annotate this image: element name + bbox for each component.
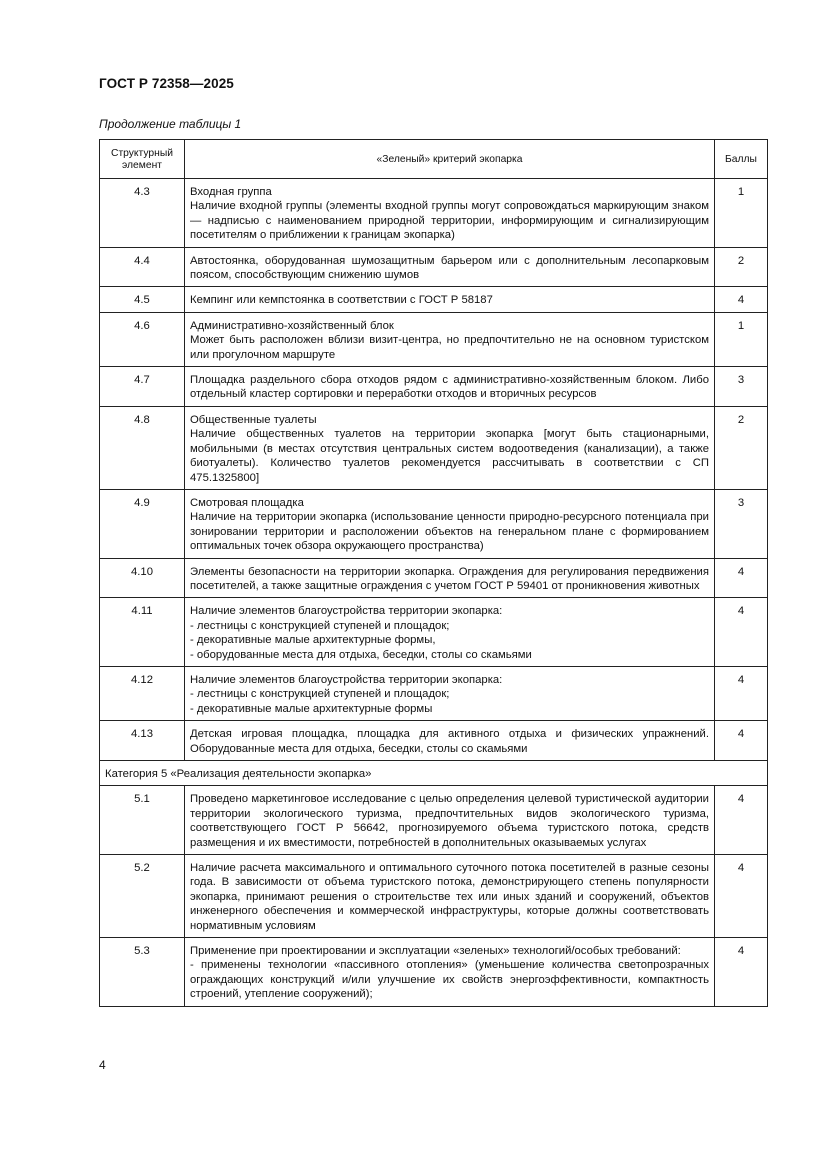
structural-element-number: 4.8 bbox=[100, 406, 185, 489]
structural-element-number: 4.6 bbox=[100, 312, 185, 366]
structural-element-number: 5.3 bbox=[100, 938, 185, 1007]
structural-element-number: 4.3 bbox=[100, 179, 185, 248]
structural-element-number: 5.2 bbox=[100, 855, 185, 938]
points-value: 4 bbox=[715, 721, 768, 761]
criterion-line: Смотровая площадка bbox=[190, 496, 304, 509]
criterion-text bbox=[185, 247, 715, 287]
criterion-text bbox=[185, 489, 715, 558]
criterion-line: Наличие расчета максимального и оптимального суточного потока посетителей в разные сезоны года. В зависимости от объема туристского потока, демонстрирующего степень популярности экопарка, принимают решения о строительстве тех или иных зданий и сооружений, объектов инженерного обеспечения и коммерческой инфраструктуры, которые должны соответствовать нормативным условиям bbox=[190, 862, 709, 932]
criterion-text bbox=[185, 367, 715, 407]
table-row bbox=[100, 247, 768, 287]
criterion-line: Детская игровая площадка, площадка для активного отдыха и физических упражнений. Оборудованные места для отдыха, беседки, столы со скамьями bbox=[190, 728, 709, 755]
table-row bbox=[100, 938, 768, 1007]
points-value: 3 bbox=[715, 489, 768, 558]
structural-element-number: 4.13 bbox=[100, 721, 185, 761]
category-5-title: Категория 5 «Реализация деятельности экопарка» bbox=[100, 761, 768, 786]
table-row bbox=[100, 666, 768, 720]
table-row bbox=[100, 855, 768, 938]
structural-element-number: 5.1 bbox=[100, 786, 185, 855]
points-value: 4 bbox=[715, 855, 768, 938]
criterion-line: - применены технологии «пассивного отопления» (уменьшение количества светопрозрачных ограждающих конструкций и/или улучшение их свойств энергоэффективности, компактность строений, утепление сооружений); bbox=[190, 959, 709, 1001]
structural-element-number: 4.11 bbox=[100, 598, 185, 667]
table-row bbox=[100, 287, 768, 312]
criterion-line: Наличие элементов благоустройства территории экопарка: bbox=[190, 673, 503, 686]
structural-element-number: 4.10 bbox=[100, 558, 185, 598]
criterion-line: Наличие общественных туалетов на территории экопарка [могут быть стационарными, мобильными (в местах отсутствия центральных систем водоотведения (канализации), а также биотуалеты). Количество туалетов рекомендуется рассчитывать в соответствии с СП 475.1325800] bbox=[190, 428, 709, 484]
table-row bbox=[100, 406, 768, 489]
structural-element-number: 4.12 bbox=[100, 666, 185, 720]
table-row bbox=[100, 312, 768, 366]
header-points: Баллы bbox=[715, 140, 768, 179]
criterion-line: Входная группа bbox=[190, 186, 272, 198]
criterion-line: - лестницы с конструкцией ступеней и площадок; bbox=[190, 688, 450, 701]
table-row bbox=[100, 179, 768, 248]
points-value: 4 bbox=[715, 598, 768, 667]
table-header-row bbox=[100, 140, 768, 179]
structural-element-number: 4.5 bbox=[100, 287, 185, 312]
points-value: 1 bbox=[715, 312, 768, 366]
points-value: 2 bbox=[715, 406, 768, 489]
points-value: 4 bbox=[715, 786, 768, 855]
points-value: 1 bbox=[715, 179, 768, 248]
criterion-text bbox=[185, 312, 715, 366]
criterion-text bbox=[185, 558, 715, 598]
structural-element-number: 4.4 bbox=[100, 247, 185, 287]
table-row bbox=[100, 489, 768, 558]
points-value: 2 bbox=[715, 247, 768, 287]
criterion-line: Площадка раздельного сбора отходов рядом с административно-хозяйственным блоком. Либо отдельный кластер сортировки и переработки отходов и вторичных ресурсов bbox=[190, 374, 709, 401]
points-value: 4 bbox=[715, 558, 768, 598]
criterion-text bbox=[185, 938, 715, 1007]
criterion-line: Административно-хозяйственный блок bbox=[190, 319, 394, 332]
points-value: 3 bbox=[715, 367, 768, 407]
header-structural-element: Структурный элемент bbox=[100, 140, 185, 179]
points-value: 4 bbox=[715, 287, 768, 312]
criterion-text bbox=[185, 179, 715, 248]
table-row bbox=[100, 558, 768, 598]
table-caption: Продолжение таблицы 1 bbox=[99, 117, 242, 131]
table-body-category-4 bbox=[100, 179, 768, 761]
criterion-line: - лестницы с конструкцией ступеней и площадок; bbox=[190, 619, 450, 632]
criteria-table bbox=[99, 139, 768, 1007]
structural-element-number: 4.9 bbox=[100, 489, 185, 558]
criterion-line: Кемпинг или кемпстоянка в соответствии с ГОСТ Р 58187 bbox=[190, 294, 493, 307]
criterion-line: Общественные туалеты bbox=[190, 413, 317, 426]
header-criterion: «Зеленый» критерий экопарка bbox=[185, 140, 715, 179]
criterion-text bbox=[185, 598, 715, 667]
table-body-category-5 bbox=[100, 786, 768, 1006]
document-code: ГОСТ Р 72358—2025 bbox=[99, 76, 234, 91]
points-value: 4 bbox=[715, 938, 768, 1007]
criterion-text bbox=[185, 786, 715, 855]
table-row bbox=[100, 598, 768, 667]
criterion-text bbox=[185, 855, 715, 938]
points-value: 4 bbox=[715, 666, 768, 720]
table-row bbox=[100, 721, 768, 761]
criterion-line: Может быть расположен вблизи визит-центра, но предпочтительно не на основном туристском или прогулочном маршруте bbox=[190, 334, 709, 361]
criterion-line: Наличие входной группы (элементы входной группы могут сопровождаться маркирующим знаком — надписью с наименованием природной территории, информирующим и сигнализирующим посетителям о приближении к границам экопарка) bbox=[190, 200, 709, 242]
criterion-text bbox=[185, 406, 715, 489]
criterion-text bbox=[185, 666, 715, 720]
structural-element-number: 4.7 bbox=[100, 367, 185, 407]
criterion-line: Наличие на территории экопарка (использование ценности природно-ресурсного потенциала при зонировании территории и расположении объектов на генеральном плане с формированием оптимальных точек обзора окружающего пространства) bbox=[190, 511, 709, 553]
table-row bbox=[100, 786, 768, 855]
criterion-line: Применение при проектировании и эксплуатации «зеленых» технологий/особых требований: bbox=[190, 945, 681, 958]
table-row bbox=[100, 367, 768, 407]
criterion-line: - декоративные малые архитектурные формы bbox=[190, 702, 433, 715]
criterion-line: Элементы безопасности на территории экопарка. Ограждения для регулирования передвижения посетителей, а также защитные ограждения с учетом ГОСТ Р 59401 от проникновения животных bbox=[190, 565, 709, 592]
table-body-category-5-heading bbox=[100, 761, 768, 786]
criterion-line: - оборудованные места для отдыха, беседки, столы со скамьями bbox=[190, 648, 532, 661]
criterion-text bbox=[185, 287, 715, 312]
criterion-line: Проведено маркетинговое исследование с целью определения целевой туристической аудитории территории экологического туризма, предпочтительных видов экологического туризма, соответствующего ГОСТ Р 56642, прогнозируемого объема туристского потока, средств размещения и их вместимости, потребностей в дополнительных оказываемых услугах bbox=[190, 793, 709, 849]
criterion-line: Наличие элементов благоустройства территории экопарка: bbox=[190, 605, 503, 618]
page-number: 4 bbox=[99, 1058, 106, 1072]
category-row bbox=[100, 761, 768, 786]
criterion-line: - декоративные малые архитектурные формы, bbox=[190, 634, 436, 647]
criterion-text bbox=[185, 721, 715, 761]
criterion-line: Автостоянка, оборудованная шумозащитным барьером или с дополнительным лесопарковым поясом, способствующим снижению шумов bbox=[190, 254, 709, 282]
